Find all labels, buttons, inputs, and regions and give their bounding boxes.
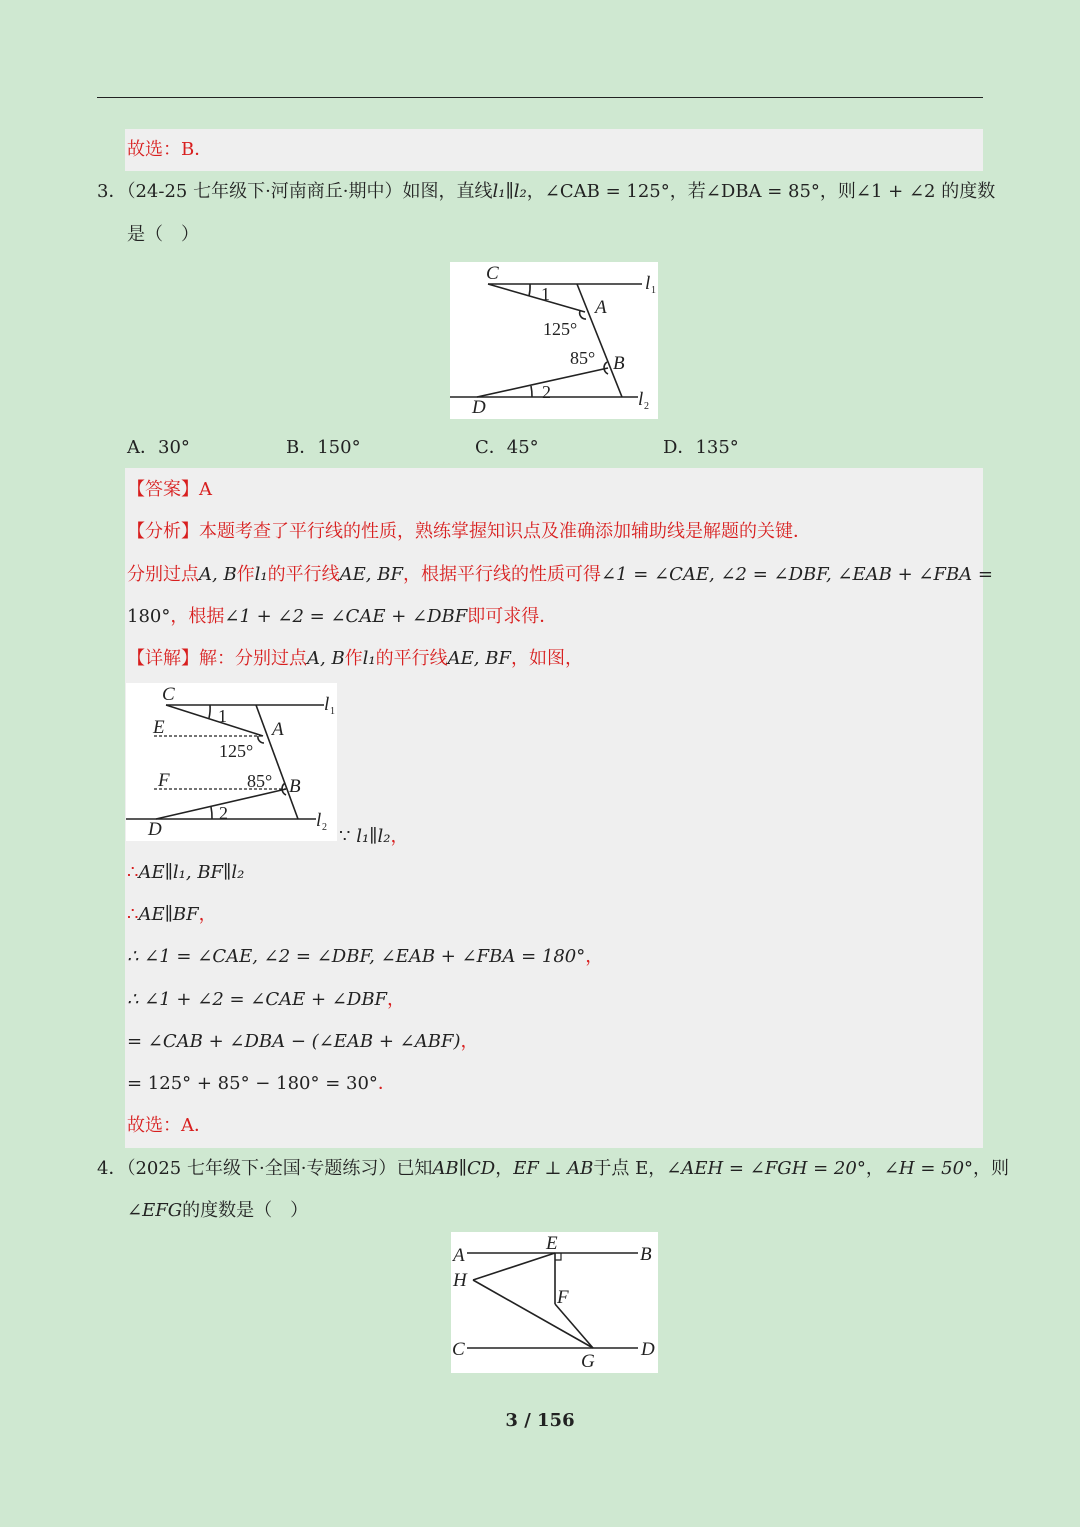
fig2-label-l1: l xyxy=(324,694,330,715)
q3-number: 3． xyxy=(97,181,127,202)
step6-line xyxy=(127,1072,396,1096)
analysis-l2-h: ∠1 = ∠CAE, ∠2 = ∠DBF, ∠EAB + ∠FBA = xyxy=(600,564,993,585)
step5-expr: = ∠CAB + ∠DBA − (∠EAB + ∠ABF) xyxy=(127,1031,461,1052)
analysis-l3-a: 180° xyxy=(127,606,171,627)
option-b-letter: B． xyxy=(286,437,318,458)
q3-figure xyxy=(450,262,658,419)
q4-stem-f: ∠AEH = ∠FGH = 20° xyxy=(666,1158,866,1179)
step4-end: ， xyxy=(387,989,406,1010)
label-angle-2: 2 xyxy=(542,382,551,402)
step3-end: ， xyxy=(585,946,604,967)
fig2-label-D: D xyxy=(148,819,162,840)
analysis-line1 xyxy=(127,520,811,544)
prev-answer-block xyxy=(125,129,983,171)
q4-label-F: F xyxy=(557,1287,569,1308)
page-number xyxy=(0,1410,1080,1431)
q3-option-a[interactable] xyxy=(127,436,190,460)
analysis-l2-e: 的平行线 xyxy=(267,564,340,585)
q3-line1 xyxy=(97,180,995,204)
analysis-l2-a: 分别过点 xyxy=(127,564,199,585)
analysis-line3 xyxy=(127,605,557,629)
analysis-tag: 【分析】 xyxy=(127,521,199,542)
label-A: A xyxy=(595,297,607,318)
fig2-label-E: E xyxy=(153,717,165,738)
option-d-value: 135° xyxy=(695,437,739,458)
analysis-l2-c: 作 xyxy=(236,564,255,585)
label-D: D xyxy=(472,397,486,418)
detail-d: l₁ xyxy=(362,648,376,669)
step2-expr: AE∥BF xyxy=(138,904,199,925)
detail-e: 的平行线 xyxy=(375,648,448,669)
option-c-value: 45° xyxy=(506,437,539,458)
segment-EH xyxy=(473,1253,555,1280)
detail-b: A, B xyxy=(307,648,345,669)
option-a-letter: A． xyxy=(127,437,158,458)
answer-tag: 【答案】 xyxy=(127,479,199,500)
fig2-label-125: 125° xyxy=(219,741,254,761)
segment-FG xyxy=(555,1304,593,1348)
option-b-value: 150° xyxy=(317,437,361,458)
label-angle-1: 1 xyxy=(541,284,550,304)
page-separator: / xyxy=(517,1410,538,1431)
step3-line xyxy=(127,945,603,969)
q3-stem-a: 如图，直线 xyxy=(402,181,493,202)
step1-line xyxy=(127,861,244,885)
because-symbol: ∵ xyxy=(339,826,351,847)
step2-symbol: ∴ xyxy=(127,904,139,925)
prev-answer-text: 故选：B． xyxy=(127,139,213,160)
solution-figure xyxy=(126,683,337,841)
label-l1-sub: 1 xyxy=(651,285,656,296)
page-current: 3 xyxy=(505,1410,518,1431)
q4-stem-j: ∠EFG xyxy=(127,1200,183,1221)
fig2-label-angle-2: 2 xyxy=(219,803,228,823)
fig2-label-l1-sub: 1 xyxy=(330,706,335,717)
analysis-l2-d: l₁ xyxy=(254,564,268,585)
fig2-segment-CA xyxy=(166,705,263,736)
q3-source: （24-25 七年级下·河南商丘·期中） xyxy=(126,181,403,202)
label-125: 125° xyxy=(543,319,578,339)
q4-label-D: D xyxy=(641,1339,655,1360)
q3-line2: 是（ ） xyxy=(127,224,199,245)
q4-stem-k: 的度数是（ ） xyxy=(182,1200,309,1221)
page-total: 156 xyxy=(537,1410,575,1431)
q4-stem-e: 于点 E， xyxy=(593,1158,667,1179)
q4-stem-c: ， xyxy=(495,1158,514,1179)
option-a-value: 30° xyxy=(158,437,190,458)
analysis-l3-d: 即可求得． xyxy=(467,606,558,627)
fig2-label-A: A xyxy=(272,719,284,740)
because-comma: ， xyxy=(390,826,409,847)
q4-stem-a: 已知 xyxy=(396,1158,433,1179)
angle-2-arc xyxy=(531,386,532,397)
q4-label-G: G xyxy=(581,1351,595,1372)
analysis-l2-b: A, B xyxy=(199,564,237,585)
analysis-text: 本题考查了平行线的性质，熟练掌握知识点及准确添加辅助线是解题的关键． xyxy=(199,521,811,542)
analysis-l2-g: ，根据平行线的性质可得 xyxy=(402,564,601,585)
q3-option-b[interactable] xyxy=(286,436,361,460)
step1-expr: AE∥l₁, BF∥l₂ xyxy=(138,862,245,883)
header-rule xyxy=(97,97,983,98)
option-c-letter: C． xyxy=(475,437,507,458)
q4-stem-g: ， xyxy=(865,1158,884,1179)
detail-g: ，如图， xyxy=(510,648,583,669)
q4-number: 4． xyxy=(97,1158,127,1179)
q4-label-B: B xyxy=(640,1244,652,1265)
answer-line xyxy=(127,478,212,502)
q4-stem-b: AB∥CD xyxy=(432,1158,496,1179)
step1-symbol: ∴ xyxy=(127,862,139,883)
step6-end: ． xyxy=(377,1073,396,1094)
q4-figure-svg xyxy=(451,1232,658,1373)
step6-expr: = 125° + 85° − 180° = 30° xyxy=(127,1073,378,1094)
segment-CA xyxy=(488,284,585,312)
fig2-label-85: 85° xyxy=(247,771,273,791)
fig2-label-l2: l xyxy=(316,810,322,831)
answer-value: A xyxy=(199,479,212,500)
q3-stem-parallel: l₁∥l₂ xyxy=(492,181,527,202)
q4-figure xyxy=(451,1232,658,1373)
label-85: 85° xyxy=(570,348,596,368)
q4-label-H: H xyxy=(453,1270,467,1291)
label-B: B xyxy=(613,353,625,374)
solution-figure-svg xyxy=(126,683,337,841)
q4-label-A: A xyxy=(453,1245,465,1266)
label-C: C xyxy=(486,263,499,284)
step3-expr: ∴ ∠1 = ∠CAE, ∠2 = ∠DBF, ∠EAB + ∠FBA = 180° xyxy=(127,946,586,967)
fig2-label-l2-sub: 2 xyxy=(322,822,327,833)
q3-option-c[interactable] xyxy=(475,436,539,460)
detail-tag: 【详解】 xyxy=(127,648,199,669)
because-line xyxy=(339,825,408,849)
q4-line1 xyxy=(97,1157,1009,1181)
step5-end: ， xyxy=(460,1031,479,1052)
angle-1-arc xyxy=(529,284,530,296)
analysis-line2 xyxy=(127,563,993,587)
fig2-label-B: B xyxy=(289,776,301,797)
analysis-l2-f: AE, BF xyxy=(339,564,403,585)
fig2-label-angle-1: 1 xyxy=(218,706,227,726)
q4-stem-i: ，则 xyxy=(973,1158,1010,1179)
q4-stem-h: ∠H = 50° xyxy=(883,1158,974,1179)
q4-source: （2025 七年级下·全国·专题练习） xyxy=(126,1158,397,1179)
q3-option-d[interactable] xyxy=(663,436,739,460)
label-l1: l xyxy=(645,273,651,294)
fig2-label-C: C xyxy=(162,684,175,705)
detail-c: 作 xyxy=(344,648,363,669)
final-answer: 故选：A． xyxy=(127,1115,212,1136)
label-l2-sub: 2 xyxy=(644,401,649,412)
fig2-angle-1-arc xyxy=(209,705,210,718)
detail-line xyxy=(127,647,583,671)
step5-line xyxy=(127,1030,479,1054)
q3-figure-svg xyxy=(450,262,658,419)
q4-label-E: E xyxy=(546,1233,558,1254)
because-expr: l₁∥l₂ xyxy=(356,826,391,847)
option-d-letter: D． xyxy=(663,437,696,458)
q3-stem-b: ，∠CAB = 125°，若∠DBA = 85°，则∠1 + ∠2 的度数 xyxy=(526,181,996,202)
detail-a: 解：分别过点 xyxy=(199,648,307,669)
right-angle-mark xyxy=(555,1253,561,1260)
analysis-l3-b: ，根据 xyxy=(170,606,225,627)
fig2-angle-125-arc xyxy=(258,736,264,743)
step4-line xyxy=(127,988,405,1012)
fig2-angle-2-arc xyxy=(211,807,212,819)
fig2-label-F: F xyxy=(158,770,170,791)
detail-f: AE, BF xyxy=(447,648,511,669)
q4-stem-d: EF ⊥ AB xyxy=(513,1158,594,1179)
analysis-l3-c: ∠1 + ∠2 = ∠CAE + ∠DBF xyxy=(224,606,468,627)
label-l2: l xyxy=(638,389,644,410)
step2-line xyxy=(127,903,217,927)
segment-HG xyxy=(473,1280,593,1348)
step4-expr: ∴ ∠1 + ∠2 = ∠CAE + ∠DBF xyxy=(127,989,388,1010)
step2-end: ， xyxy=(198,904,217,925)
q4-line2 xyxy=(127,1199,308,1223)
q4-label-C: C xyxy=(452,1339,465,1360)
